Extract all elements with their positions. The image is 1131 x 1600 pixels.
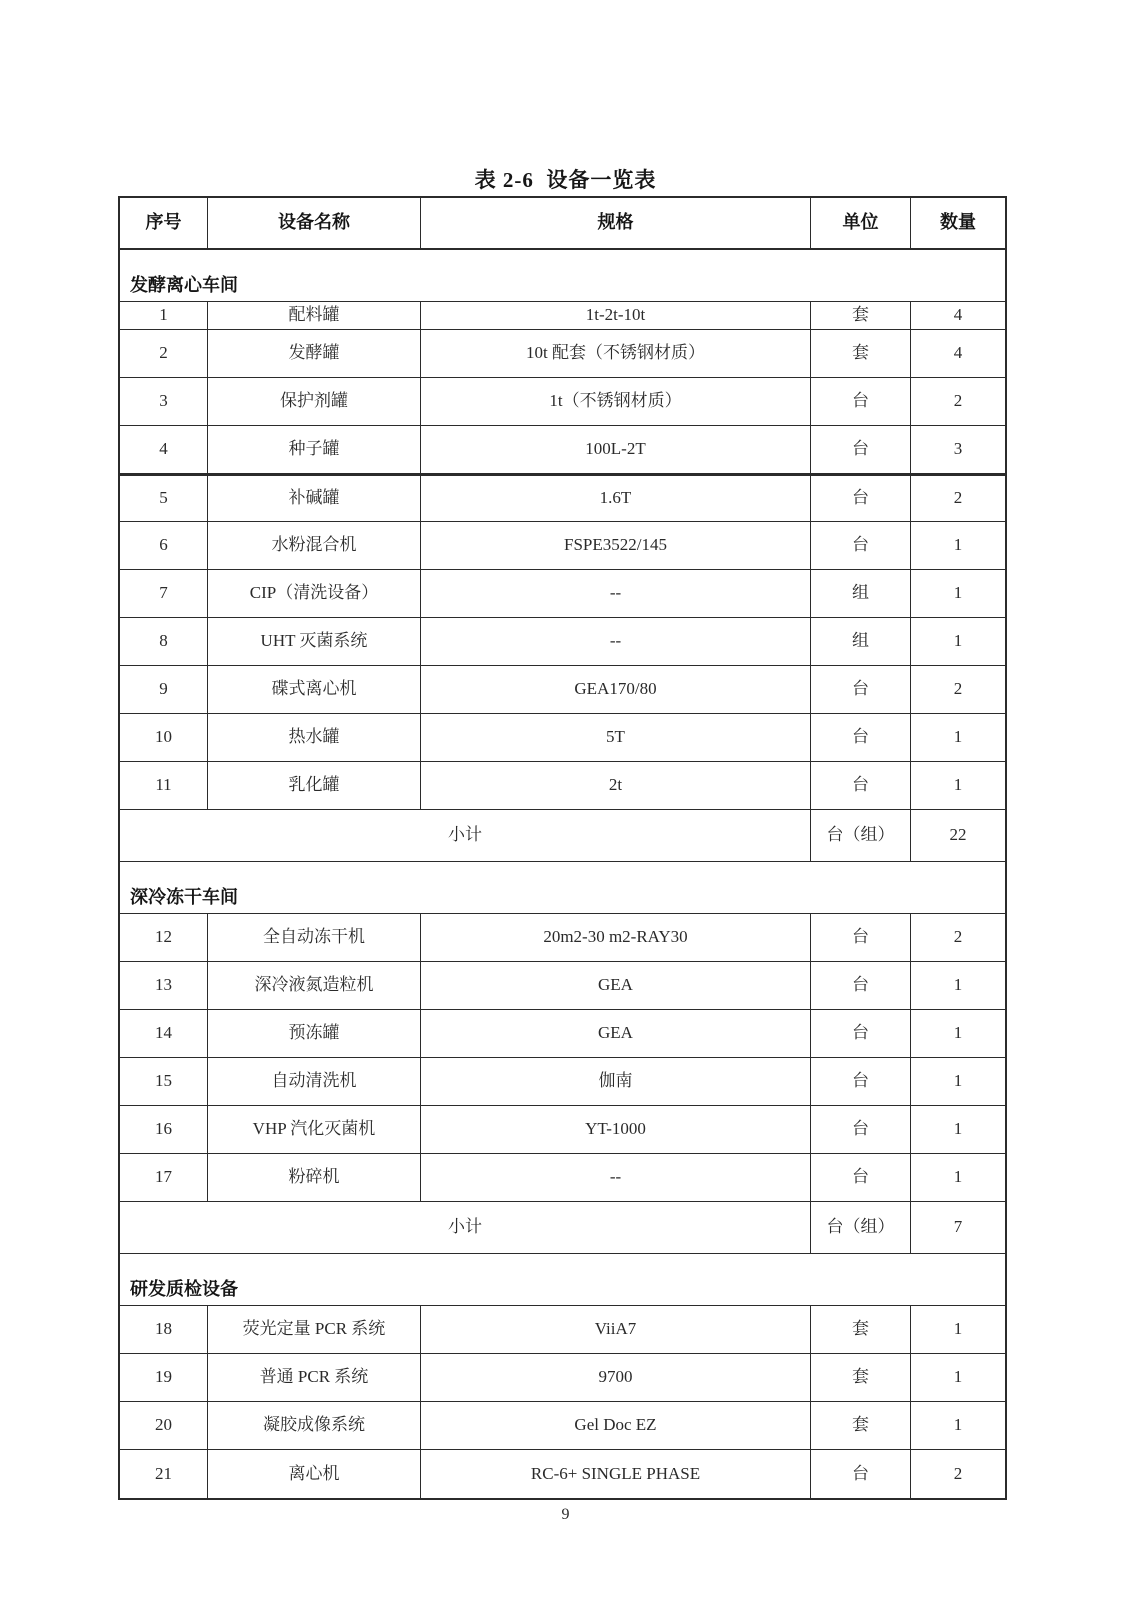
cell-name: 保护剂罐 (207, 378, 420, 425)
cell-qty: 1 (910, 522, 1005, 569)
cell-unit: 台 (810, 762, 910, 809)
subtotal-qty: 7 (910, 1202, 1005, 1253)
cell-name: 深冷液氮造粒机 (207, 962, 420, 1009)
cell-index: 3 (159, 391, 168, 411)
cell-index: 8 (159, 631, 168, 651)
cell-index: 6 (159, 535, 168, 555)
cell-qty: 2 (910, 666, 1005, 713)
cell-index: 18 (155, 1319, 172, 1339)
cell-spec: -- (420, 570, 810, 617)
cell-spec: 100L-2T (420, 426, 810, 473)
section-band (120, 1254, 1005, 1306)
cell-spec: GEA170/80 (420, 666, 810, 713)
cell-unit: 台 (810, 1106, 910, 1153)
section-band (120, 862, 1005, 914)
cell-name: 普通 PCR 系统 (207, 1354, 420, 1401)
cell-unit: 台 (810, 1154, 910, 1201)
table-row (120, 1450, 1005, 1498)
cell-qty: 2 (910, 378, 1005, 425)
cell-spec: GEA (420, 1010, 810, 1057)
cell-name: UHT 灭菌系统 (207, 618, 420, 665)
cell-name: 水粉混合机 (207, 522, 420, 569)
table-row (120, 570, 1005, 618)
cell-qty: 1 (910, 762, 1005, 809)
table-row (120, 914, 1005, 962)
cell-qty: 1 (910, 1402, 1005, 1449)
cell-index: 21 (155, 1463, 172, 1483)
cell-name: 自动清洗机 (207, 1058, 420, 1105)
cell-index: 15 (155, 1071, 172, 1091)
cell-unit: 台 (810, 962, 910, 1009)
cell-index: 2 (159, 343, 168, 363)
header-index: 序号 (145, 212, 182, 233)
cell-unit: 套 (810, 302, 910, 329)
cell-index: 7 (159, 583, 168, 603)
cell-spec: FSPE3522/145 (420, 522, 810, 569)
cell-index: 13 (155, 975, 172, 995)
cell-qty: 1 (910, 570, 1005, 617)
cell-name: 荧光定量 PCR 系统 (207, 1306, 420, 1353)
cell-spec: YT-1000 (420, 1106, 810, 1153)
cell-qty: 1 (910, 1354, 1005, 1401)
cell-index: 5 (159, 488, 168, 508)
cell-name: 全自动冻干机 (207, 914, 420, 961)
table-row (120, 474, 1005, 522)
cell-index: 10 (155, 727, 172, 747)
cell-unit: 台 (810, 378, 910, 425)
table-row (120, 666, 1005, 714)
cell-spec: GEA (420, 962, 810, 1009)
table-row (120, 1010, 1005, 1058)
cell-qty: 2 (910, 1450, 1005, 1498)
table-row (120, 1058, 1005, 1106)
cell-spec: 5T (420, 714, 810, 761)
cell-index: 12 (155, 927, 172, 947)
cell-unit: 套 (810, 1306, 910, 1353)
cell-index: 17 (155, 1167, 172, 1187)
cell-index: 11 (155, 775, 172, 795)
cell-spec: 2t (420, 762, 810, 809)
cell-spec: 伽南 (420, 1058, 810, 1105)
cell-name: 种子罐 (207, 426, 420, 473)
cell-qty: 1 (910, 714, 1005, 761)
table-row (120, 302, 1005, 330)
cell-qty: 2 (910, 476, 1005, 521)
cell-name: 乳化罐 (207, 762, 420, 809)
cell-name: 配料罐 (207, 302, 420, 329)
cell-unit: 组 (810, 618, 910, 665)
cell-spec: -- (420, 1154, 810, 1201)
cell-qty: 4 (910, 330, 1005, 377)
cell-index: 4 (159, 439, 168, 459)
cell-spec: -- (420, 618, 810, 665)
cell-qty: 1 (910, 962, 1005, 1009)
cell-spec: 20m2-30 m2-RAY30 (420, 914, 810, 961)
cell-name: 补碱罐 (207, 476, 420, 521)
cell-qty: 1 (910, 1154, 1005, 1201)
cell-name: 预冻罐 (207, 1010, 420, 1057)
table-row (120, 714, 1005, 762)
table-header-row (120, 198, 1005, 250)
cell-unit: 台 (810, 1010, 910, 1057)
subtotal-unit: 台（组） (810, 1202, 910, 1253)
cell-spec: 10t 配套（不锈钢材质） (420, 330, 810, 377)
cell-unit: 台 (810, 1058, 910, 1105)
subtotal-label: 小计 (448, 825, 482, 845)
cell-name: CIP（清洗设备） (207, 570, 420, 617)
table-row (120, 618, 1005, 666)
subtotal-unit: 台（组） (810, 810, 910, 861)
table-row (120, 330, 1005, 378)
header-qty: 数量 (910, 198, 1005, 248)
subtotal-row (120, 810, 1005, 862)
cell-index: 19 (155, 1367, 172, 1387)
section-band (120, 250, 1005, 302)
header-unit: 单位 (810, 198, 910, 248)
cell-spec: Gel Doc EZ (420, 1402, 810, 1449)
cell-spec: 1t（不锈钢材质） (420, 378, 810, 425)
section-label: 研发质检设备 (130, 1279, 238, 1299)
cell-unit: 台 (810, 476, 910, 521)
cell-qty: 1 (910, 1058, 1005, 1105)
table-title: 表 2-6 设备一览表 (474, 168, 657, 192)
cell-index: 20 (155, 1415, 172, 1435)
table-row (120, 378, 1005, 426)
cell-index: 16 (155, 1119, 172, 1139)
subtotal-row (120, 1202, 1005, 1254)
cell-spec: 1.6T (420, 476, 810, 521)
cell-name: 凝胶成像系统 (207, 1402, 420, 1449)
cell-spec: RC-6+ SINGLE PHASE (420, 1450, 810, 1498)
cell-unit: 台 (810, 1450, 910, 1498)
cell-qty: 3 (910, 426, 1005, 473)
table-row (120, 762, 1005, 810)
cell-unit: 台 (810, 666, 910, 713)
cell-index: 14 (155, 1023, 172, 1043)
table-row (120, 1306, 1005, 1354)
table-row (120, 1106, 1005, 1154)
cell-qty: 2 (910, 914, 1005, 961)
cell-spec: 1t-2t-10t (420, 302, 810, 329)
table-row (120, 1154, 1005, 1202)
cell-unit: 台 (810, 914, 910, 961)
equipment-table (118, 196, 1007, 1500)
table-row (120, 962, 1005, 1010)
table-row (120, 1402, 1005, 1450)
cell-name: 粉碎机 (207, 1154, 420, 1201)
cell-qty: 1 (910, 1010, 1005, 1057)
table-row (120, 426, 1005, 474)
subtotal-qty: 22 (910, 810, 1005, 861)
cell-unit: 套 (810, 1402, 910, 1449)
cell-name: 热水罐 (207, 714, 420, 761)
cell-qty: 1 (910, 618, 1005, 665)
cell-index: 1 (159, 305, 168, 325)
cell-unit: 台 (810, 426, 910, 473)
cell-index: 9 (159, 679, 168, 699)
section-label: 发酵离心车间 (130, 275, 238, 295)
cell-spec: 9700 (420, 1354, 810, 1401)
cell-unit: 台 (810, 522, 910, 569)
header-name: 设备名称 (207, 198, 420, 248)
cell-qty: 1 (910, 1306, 1005, 1353)
header-spec: 规格 (420, 198, 810, 248)
subtotal-label: 小计 (448, 1217, 482, 1237)
page-number: 9 (561, 1506, 570, 1523)
table-row (120, 1354, 1005, 1402)
cell-spec: ViiA7 (420, 1306, 810, 1353)
table-row (120, 522, 1005, 570)
cell-name: 发酵罐 (207, 330, 420, 377)
cell-unit: 台 (810, 714, 910, 761)
cell-qty: 4 (910, 302, 1005, 329)
cell-qty: 1 (910, 1106, 1005, 1153)
cell-unit: 组 (810, 570, 910, 617)
cell-name: 碟式离心机 (207, 666, 420, 713)
section-label: 深冷冻干车间 (130, 887, 238, 907)
cell-unit: 套 (810, 1354, 910, 1401)
cell-unit: 套 (810, 330, 910, 377)
cell-name: 离心机 (207, 1450, 420, 1498)
cell-name: VHP 汽化灭菌机 (207, 1106, 420, 1153)
